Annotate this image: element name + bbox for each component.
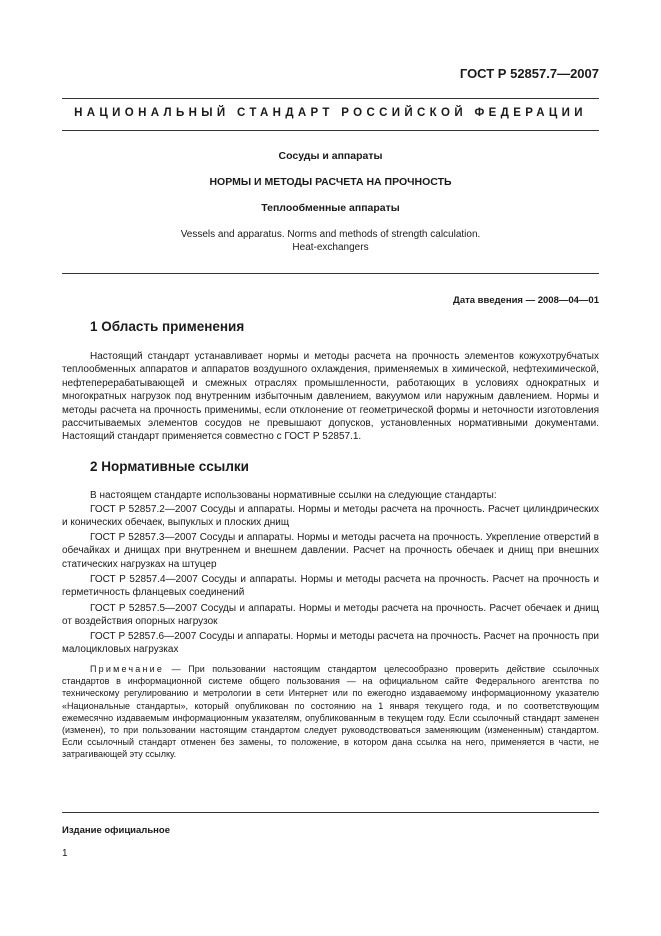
page-number: 1 — [62, 848, 68, 859]
banner-rule — [62, 130, 599, 131]
title-english-line1: Vessels and apparatus. Norms and methods of strength calculation. — [180, 229, 481, 240]
title-english — [62, 228, 599, 254]
normative-ref-item: ГОСТ Р 52857.3—2007 Сосуды и аппараты. Нормы и методы расчета на прочность. Укрепление отверстий в обечайках и днищах при внутреннем и внешнем давлении. Расчет на прочность обечаек и днищ при внешних статических нагрузках на штуцер — [62, 532, 599, 570]
top-rule — [62, 98, 599, 99]
section1-paragraph: Настоящий стандарт устанавливает нормы и методы расчета на прочность элементов кожухотрубчатых теплообменных аппаратов и аппаратов воздушного охлаждения, применяемых в химической, нефтехимической, нефтеперерабатывающей и смежных отраслях промышленности, работающих в условиях однократных и многократных нагрузок под внутренним избыточным давлением, вакуумом или наружным давлением. Нормы и методы расчета на прочность применимы, если отклонение от геометрической формы и неточности изготовления рассчитываемых элементов сосудов не превышают допусков, установленных нормативными документами. Настоящий стандарт применяется совместно с ГОСТ Р 52857.1. — [62, 351, 599, 443]
introduction-date: Дата введения — 2008—04—01 — [453, 295, 599, 306]
title-subject: Сосуды и аппараты — [278, 150, 383, 162]
official-edition-label: Издание официальное — [62, 825, 170, 836]
document-id: ГОСТ Р 52857.7—2007 — [459, 66, 599, 81]
normative-ref-item: ГОСТ Р 52857.4—2007 Сосуды и аппараты. Нормы и методы расчета на прочность. Расчет на прочность и герметичность фланцевых соединений — [62, 574, 599, 599]
note-label: Примечание — [90, 664, 165, 674]
title-main: НОРМЫ И МЕТОДЫ РАСЧЕТА НА ПРОЧНОСТЬ — [209, 176, 452, 188]
title-english-line2: Heat-exchangers — [292, 242, 369, 253]
footer-rule — [62, 812, 599, 813]
normative-ref-item: ГОСТ Р 52857.5—2007 Сосуды и аппараты. Нормы и методы расчета на прочность. Расчет обечаек и днищ от воздействия опорных нагрузок — [62, 603, 599, 628]
title-heat-exchangers: Теплообменные аппараты — [261, 202, 400, 214]
section2-heading: 2 Нормативные ссылки — [90, 459, 249, 474]
section2-intro: В настоящем стандарте использованы нормативные ссылки на следующие стандарты: — [90, 490, 497, 501]
normative-ref-item: ГОСТ Р 52857.2—2007 Сосуды и аппараты. Нормы и методы расчета на прочность. Расчет цилиндрических и конических обечаек, выпуклых и плоских днищ — [62, 504, 599, 529]
references-note — [62, 663, 599, 761]
normative-ref-item: ГОСТ Р 52857.6—2007 Сосуды и аппараты. Нормы и методы расчета на прочность. Расчет на прочность при малоцикловых нагрузках — [62, 631, 599, 656]
section1-heading: 1 Область применения — [90, 319, 245, 334]
note-text: — При пользовании настоящим стандартом целесообразно проверить действие ссылочных стандартов в информационной системе общего пользования — на официальном сайте Федерального агентства по техническому регулированию и метрологии в сети Интернет или по ежегодно издаваемому информационному указателю «Национальные стандарты», который опубликован по состоянию на 1 января текущего года, и по соответствующим ежемесячно издаваемым информационным указателям, опубликованным в текущем году. Если ссылочный стандарт заменен (изменен), то при пользовании настоящим стандартом следует руководствоваться заменяющим (измененным) стандартом. Если ссылочный стандарт отменен без замены, то положение, в котором дана ссылка на него, применяется в части, не затрагивающей эту ссылку. — [62, 664, 599, 760]
title-rule — [62, 273, 599, 274]
standard-banner: НАЦИОНАЛЬНЫЙ СТАНДАРТ РОССИЙСКОЙ ФЕДЕРАЦИИ — [74, 107, 587, 119]
